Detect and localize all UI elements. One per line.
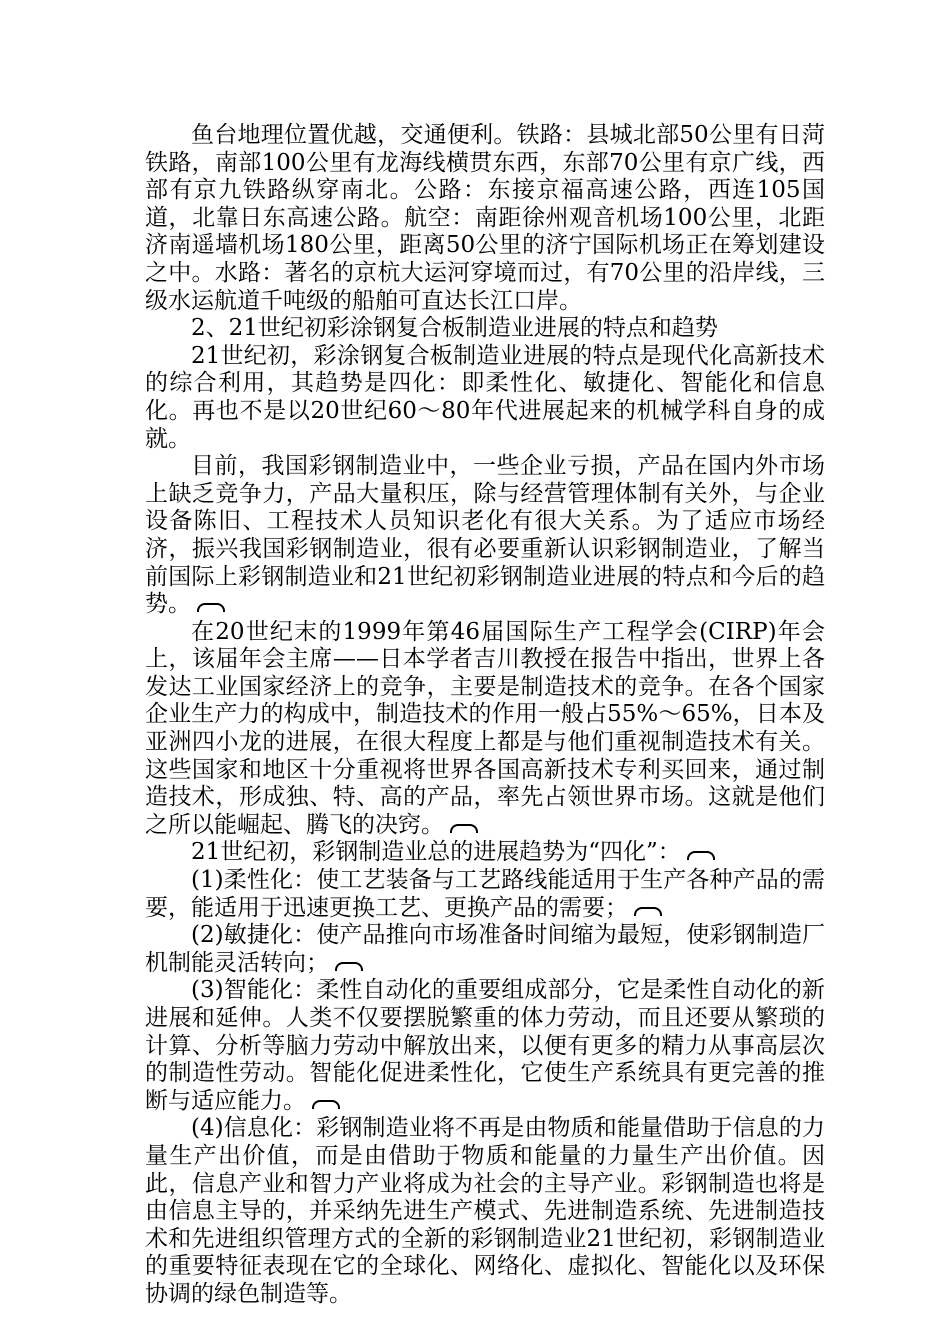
list-item-flexibility: (1)柔性化：使工艺装备与工艺路线能适用于生产各种产品的需要，能适用于迅速更换工艺、更换产品的需要； — [145, 867, 825, 921]
list-item-informatization: (4)信息化：彩钢制造业将不再是由物质和能量借助于信息的力量生产出价值，而是由借助于物质和能量的力量生产出价值。因此，信息产业和智力产业将成为社会的主导产业。彩钢制造也将是由信息主导的，并采纳先进生产模式、先进制造系统、先进制造技术和先进组织管理方式的全新的彩钢制造业21世纪初，彩钢制造业的重要特征表现在它的全球化、网络化、虚拟化、智能化以及环保协调的绿色制造等。 — [145, 1115, 825, 1307]
paragraph-location: 鱼台地理位置优越，交通便利。铁路：县城北部50公里有日菏铁路，南部100公里有龙海线横贯东西，东部70公里有京广线，西部有京九铁路纵穿南北。公路：东接京福高速公路，西连105国道，北靠日东高速公路。航空：南距徐州观音机场100公里，北距济南遥墙机场180公里，距离50公里的济宁国际机场正在筹划建设之中。水路：著名的京杭大运河穿境而过，有70公里的沿岸线，三级水运航道千吨级的船舶可直达长江口岸。 — [145, 122, 825, 314]
paragraph-mark-icon — [687, 851, 715, 860]
list-item-agility: (2)敏捷化：使产品推向市场准备时间缩为最短，使彩钢制造厂机制能灵活转向； — [145, 922, 825, 976]
list-item-intelligence: (3)智能化：柔性自动化的重要组成部分，它是柔性自动化的新进展和延伸。人类不仅要摆脱繁重的体力劳动，而且还要从繁琐的计算、分析等脑力劳动中解放出来，以便有更多的精力从事高层次的制造性劳动。智能化促进柔性化，它使生产系统具有更完善的推断与适应能力。 — [145, 977, 825, 1114]
paragraph-mark-icon — [197, 603, 225, 612]
paragraph-mark-icon — [450, 824, 478, 833]
paragraph-trends-overview: 21世纪初，彩涂钢复合板制造业进展的特点是现代化高新技术的综合利用，其趋势是四化：即柔性化、敏捷化、智能化和信息化。再也不是以20世纪60～80年代进展起来的机械学科自身的成就。 — [145, 342, 825, 452]
document-body — [145, 122, 825, 1309]
paragraph-mark-icon — [634, 907, 662, 916]
paragraph-mark-icon — [312, 1100, 340, 1109]
paragraph-current-status: 目前，我国彩钢制造业中，一些企业亏损，产品在国内外市场上缺乏竞争力，产品大量积压，除与经营管理体制有关外，与企业设备陈旧、工程技术人员知识老化有很大关系。为了适应市场经济，振兴我国彩钢制造业，很有必要重新认识彩钢制造业，了解当前国际上彩钢制造业和21世纪初彩钢制造业进展的特点和今后的趋势。 — [145, 453, 825, 618]
paragraph-cirp: 在20世纪末的1999年第46届国际生产工程学会(CIRP)年会上，该届年会主席——日本学者吉川教授在报告中指出，世界上各发达工业国家经济上的竞争，主要是制造技术的竞争。在各个国家企业生产力的构成中，制造技术的作用一般占55%～65%，日本及亚洲四小龙的进展，在很大程度上都是与他们重视制造技术有关。这些国家和地区十分重视将世界各国高新技术专利买回来，通过制造技术，形成独、特、高的产品，率先占领世界市场。这就是他们之所以能崛起、腾飞的决窍。 — [145, 618, 825, 838]
section-heading: 2、21世纪初彩涂钢复合板制造业进展的特点和趋势 — [191, 315, 718, 342]
paragraph-mark-icon — [335, 962, 363, 971]
paragraph-four-trends-intro: 21世纪初，彩钢制造业总的进展趋势为“四化”： — [145, 839, 825, 867]
